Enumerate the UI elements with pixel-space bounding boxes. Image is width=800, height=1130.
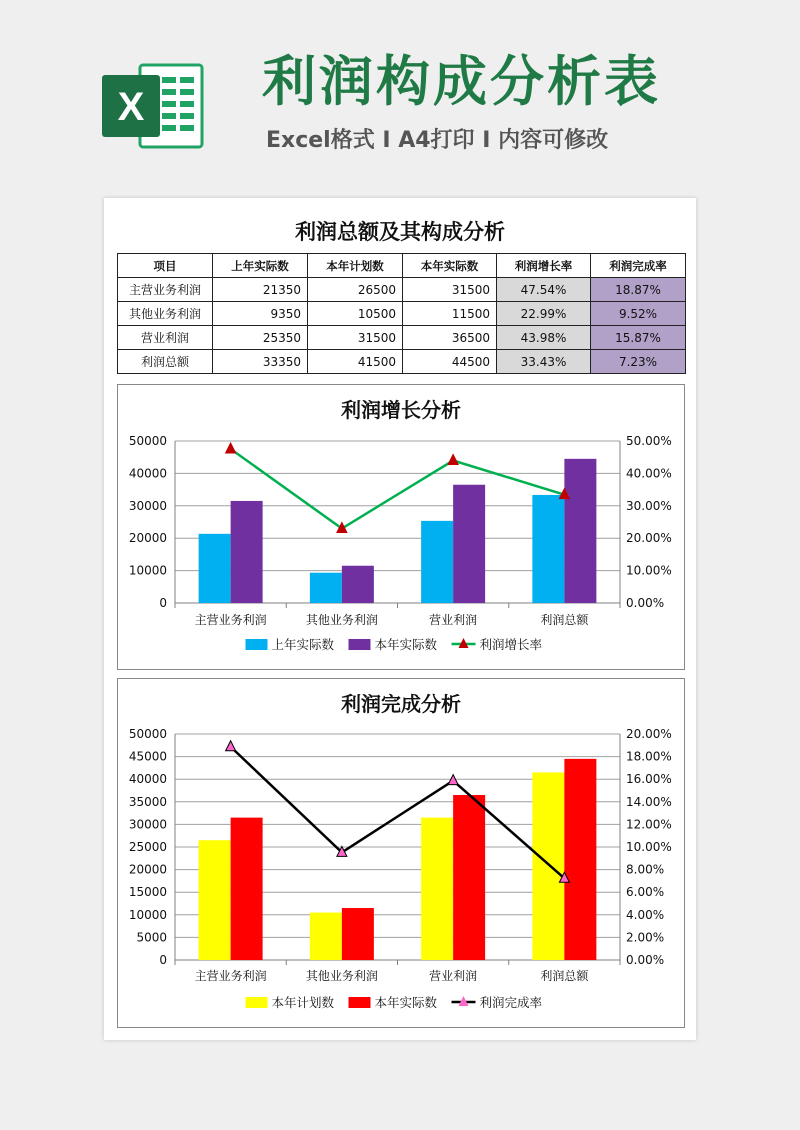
actual-cell[interactable]: 31500	[403, 278, 497, 302]
bar-0	[310, 913, 342, 960]
y2-tick-label: 0.00%	[626, 596, 665, 610]
y2-tick-label: 30.00%	[626, 498, 672, 513]
growth-rate-cell[interactable]: 43.98%	[497, 326, 591, 350]
bar-0	[421, 521, 453, 603]
bar-1	[231, 818, 263, 960]
legend-swatch	[246, 639, 268, 650]
bar-1	[453, 795, 485, 960]
completion-rate-cell[interactable]: 18.87%	[591, 278, 686, 302]
y2-tick-label: 12.00%	[626, 817, 672, 832]
legend-label: 本年实际数	[374, 995, 438, 1010]
completion-chart[interactable]	[117, 678, 685, 1028]
y2-tick-label: 14.00%	[626, 794, 672, 809]
x-tick-label: 利润总额	[540, 613, 589, 627]
item-cell[interactable]: 主营业务利润	[118, 278, 213, 302]
bar-0	[199, 534, 231, 603]
x-tick-label: 主营业务利润	[194, 969, 267, 983]
completion-chart-svg	[118, 679, 684, 1027]
growth-rate-cell[interactable]: 22.99%	[497, 302, 591, 326]
y2-tick-label: 10.00%	[626, 563, 672, 578]
y2-tick-label: 2.00%	[626, 930, 665, 945]
table-row	[118, 278, 686, 302]
x-tick-label: 营业利润	[429, 613, 478, 627]
legend-label: 利润增长率	[479, 637, 543, 652]
y2-tick-label: 50.00%	[626, 434, 672, 448]
series-line	[231, 449, 565, 529]
bar-0	[532, 772, 564, 960]
y-tick-label: 40000	[128, 466, 167, 481]
header-cell[interactable]: 项目	[118, 254, 213, 278]
y-tick-label: 40000	[128, 772, 167, 787]
x-tick-label: 其他业务利润	[305, 613, 378, 627]
y-tick-label: 20000	[128, 862, 167, 877]
y2-tick-label: 4.00%	[626, 907, 665, 922]
legend-swatch	[349, 997, 371, 1008]
growth-rate-cell[interactable]: 47.54%	[497, 278, 591, 302]
legend-label: 本年计划数	[271, 995, 335, 1010]
y-tick-label: 15000	[128, 885, 167, 900]
banner	[0, 0, 800, 190]
y2-tick-label: 6.00%	[626, 885, 665, 900]
y-tick-label: 10000	[128, 907, 167, 922]
bar-1	[342, 908, 374, 960]
legend-label: 本年实际数	[374, 637, 438, 652]
excel-logo-icon	[100, 57, 206, 155]
x-tick-label: 其他业务利润	[305, 969, 378, 983]
actual-cell[interactable]: 11500	[403, 302, 497, 326]
chart-title: 利润完成分析	[341, 692, 461, 716]
y2-tick-label: 8.00%	[626, 862, 665, 877]
y-tick-label: 30000	[128, 498, 167, 513]
header-cell[interactable]: 本年计划数	[308, 254, 403, 278]
header-cell[interactable]: 上年实际数	[213, 254, 308, 278]
item-cell[interactable]: 其他业务利润	[118, 302, 213, 326]
bar-1	[564, 459, 596, 603]
x-tick-label: 利润总额	[540, 969, 589, 983]
y2-tick-label: 18.00%	[626, 749, 672, 764]
y2-tick-label: 20.00%	[626, 727, 672, 741]
line-marker	[226, 741, 236, 751]
series-line	[231, 747, 565, 879]
y-tick-label: 20000	[128, 531, 167, 546]
growth-rate-cell[interactable]: 33.43%	[497, 350, 591, 374]
y-tick-label: 50000	[128, 434, 167, 448]
legend-swatch	[246, 997, 268, 1008]
y-tick-label: 45000	[128, 749, 167, 764]
item-cell[interactable]: 营业利润	[118, 326, 213, 350]
y-tick-label: 25000	[128, 840, 167, 854]
line-marker	[448, 455, 458, 465]
y-tick-label: 5000	[136, 930, 167, 945]
x-tick-label: 营业利润	[429, 969, 478, 983]
bar-0	[310, 573, 342, 603]
bar-1	[342, 566, 374, 603]
y2-tick-label: 16.00%	[626, 772, 672, 787]
y-tick-label: 50000	[128, 727, 167, 741]
table-header-row	[118, 254, 686, 278]
excel-logo-letter: X	[117, 85, 145, 129]
legend-label: 利润完成率	[479, 995, 543, 1010]
last-year-cell[interactable]: 9350	[213, 302, 308, 326]
bar-0	[421, 818, 453, 960]
legend-swatch	[349, 639, 371, 650]
y-tick-label: 35000	[128, 794, 167, 809]
page-subtitle: Excel格式 Ⅰ A4打印 Ⅰ 内容可修改	[266, 128, 609, 153]
actual-cell[interactable]: 36500	[403, 326, 497, 350]
plan-cell[interactable]: 31500	[308, 326, 403, 350]
y2-tick-label: 10.00%	[626, 840, 672, 854]
x-tick-label: 主营业务利润	[194, 613, 267, 627]
bar-0	[199, 840, 231, 960]
header-cell[interactable]: 利润增长率	[497, 254, 591, 278]
y-tick-label: 10000	[128, 563, 167, 578]
table-title: 利润总额及其构成分析	[295, 220, 505, 244]
header-cell[interactable]: 利润完成率	[591, 254, 686, 278]
last-year-cell[interactable]: 25350	[213, 326, 308, 350]
table-row	[118, 326, 686, 350]
legend-label: 上年实际数	[271, 637, 335, 652]
completion-rate-cell[interactable]: 9.52%	[591, 302, 686, 326]
y-tick-label: 0	[159, 596, 167, 610]
y-tick-label: 30000	[128, 817, 167, 832]
y-tick-label: 0	[159, 953, 167, 967]
header-cell[interactable]: 本年实际数	[403, 254, 497, 278]
profit-table	[117, 253, 686, 374]
bar-1	[453, 485, 485, 603]
plan-cell[interactable]: 26500	[308, 278, 403, 302]
y2-tick-label: 20.00%	[626, 531, 672, 546]
line-marker	[226, 443, 236, 453]
table-row	[118, 350, 686, 374]
last-year-cell[interactable]: 21350	[213, 278, 308, 302]
growth-chart[interactable]	[117, 384, 685, 670]
last-year-cell[interactable]: 33350	[213, 350, 308, 374]
bar-0	[532, 495, 564, 603]
actual-cell[interactable]: 44500	[403, 350, 497, 374]
plan-cell[interactable]: 10500	[308, 302, 403, 326]
table-row	[118, 302, 686, 326]
item-cell[interactable]: 利润总额	[118, 350, 213, 374]
chart-title: 利润增长分析	[341, 398, 461, 422]
completion-rate-cell[interactable]: 15.87%	[591, 326, 686, 350]
spreadsheet-sheet	[104, 198, 696, 1040]
bar-1	[231, 501, 263, 603]
growth-chart-svg	[118, 385, 684, 669]
completion-rate-cell[interactable]: 7.23%	[591, 350, 686, 374]
y2-tick-label: 40.00%	[626, 466, 672, 481]
y2-tick-label: 0.00%	[626, 953, 665, 967]
bar-1	[564, 759, 596, 960]
page-title: 利润构成分析表	[262, 50, 661, 113]
plan-cell[interactable]: 41500	[308, 350, 403, 374]
